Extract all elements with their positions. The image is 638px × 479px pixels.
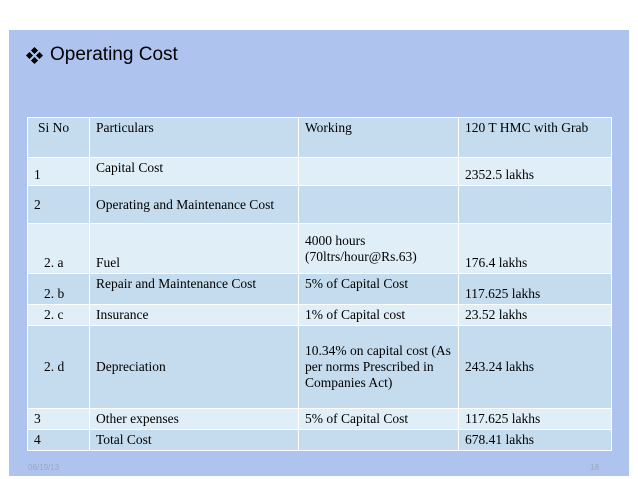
- slide-title-text: Operating Cost: [50, 44, 178, 65]
- table-header-row: [28, 118, 612, 158]
- header-working: Working: [299, 118, 459, 158]
- table-row: [28, 158, 612, 186]
- cell-particulars: Insurance: [90, 305, 299, 326]
- cell-si-no: 3: [28, 409, 90, 430]
- cell-working: 5% of Capital Cost: [299, 409, 459, 430]
- table-row: [28, 274, 612, 305]
- table-row: [28, 409, 612, 430]
- cell-value: 176.4 lakhs: [459, 224, 612, 274]
- header-particulars: Particulars: [90, 118, 299, 158]
- cell-value: 117.625 lakhs: [459, 274, 612, 305]
- cell-particulars: Depreciation: [90, 326, 299, 409]
- operating-cost-table: [27, 117, 612, 451]
- cell-particulars: Total Cost: [90, 430, 299, 451]
- cell-particulars: Capital Cost: [90, 158, 299, 186]
- cell-si-no: 4: [28, 430, 90, 451]
- cell-working: [299, 158, 459, 186]
- cell-value: 2352.5 lakhs: [459, 158, 612, 186]
- table-row: [28, 186, 612, 224]
- cell-value: [459, 186, 612, 224]
- cell-value: 23.52 lakhs: [459, 305, 612, 326]
- table-row: [28, 224, 612, 274]
- cell-value: 117.625 lakhs: [459, 409, 612, 430]
- header-hmc: 120 T HMC with Grab: [459, 118, 612, 158]
- cell-si-no: 2. b: [28, 274, 90, 305]
- cell-si-no: 1: [28, 158, 90, 186]
- cell-working: 4000 hours (70ltrs/hour@Rs.63): [299, 224, 459, 274]
- slide-title: [27, 44, 178, 66]
- cell-particulars: Repair and Maintenance Cost: [90, 274, 299, 305]
- footer-date: 06/19/13: [28, 463, 60, 472]
- cell-working: [299, 186, 459, 224]
- table-row: [28, 326, 612, 409]
- cell-value: 243.24 lakhs: [459, 326, 612, 409]
- table-row: [28, 305, 612, 326]
- diamond-bullet-icon: [27, 48, 42, 63]
- cell-working: 1% of Capital cost: [299, 305, 459, 326]
- cell-particulars: Operating and Maintenance Cost: [90, 186, 299, 224]
- cell-si-no: 2. c: [28, 305, 90, 326]
- header-si-no: Si No: [28, 118, 90, 158]
- cell-working: [299, 430, 459, 451]
- cell-particulars: Other expenses: [90, 409, 299, 430]
- cell-si-no: 2: [28, 186, 90, 224]
- cell-particulars: Fuel: [90, 224, 299, 274]
- footer-page-number: 18: [590, 463, 599, 472]
- table-row: [28, 430, 612, 451]
- cell-working: 5% of Capital Cost: [299, 274, 459, 305]
- cell-working: 10.34% on capital cost (As per norms Prescribed in Companies Act): [299, 326, 459, 409]
- cell-si-no: 2. a: [28, 224, 90, 274]
- cell-si-no: 2. d: [28, 326, 90, 409]
- cell-value: 678.41 lakhs: [459, 430, 612, 451]
